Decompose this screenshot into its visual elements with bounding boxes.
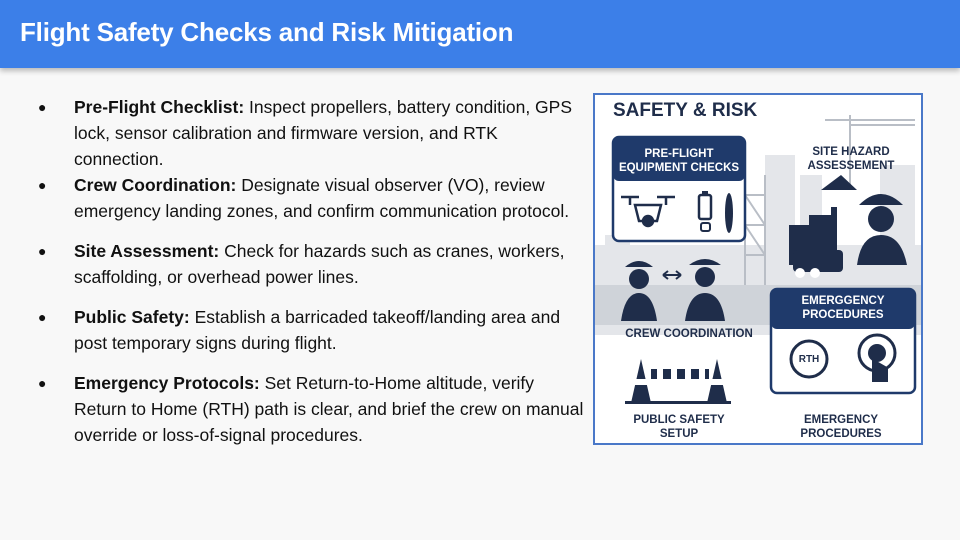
bullet-dot: ● xyxy=(38,99,47,115)
infographic-heading: SAFETY & RISK xyxy=(613,100,758,121)
preflight-line1: PRE-FLIGHT xyxy=(644,148,714,160)
crew-label: CREW COORDINATION xyxy=(625,328,753,340)
bullet-list xyxy=(34,94,584,448)
bullet-preflight xyxy=(34,94,584,172)
public-line1: PUBLIC SAFETY xyxy=(633,414,725,426)
safety-infographic xyxy=(593,93,923,445)
title-bar xyxy=(0,0,960,68)
bullet-label: Crew Coordination: xyxy=(74,175,237,195)
public-line2: SETUP xyxy=(659,428,699,440)
rth-text: RTH xyxy=(798,354,820,365)
bullet-site xyxy=(34,238,584,290)
public-safety-label xyxy=(619,413,739,441)
emergency-line2: PROCEDURES xyxy=(800,428,882,440)
bullet-dot: ● xyxy=(38,375,47,391)
bullet-text: Check for hazards such as cranes, workers, scaffolding, or overhead power lines. xyxy=(74,241,565,287)
barricade-icon xyxy=(625,359,731,404)
bullet-text: Establish a barricaded takeoff/landing area and post temporary signs during flight. xyxy=(74,307,561,353)
bullet-label: Emergency Protocols: xyxy=(74,373,260,393)
emergency-line1: EMERGENCY xyxy=(803,414,879,426)
bullet-public xyxy=(34,304,584,356)
emergency-label xyxy=(771,413,911,441)
preflight-label xyxy=(613,147,745,175)
propeller-icon xyxy=(725,193,733,233)
bullet-dot: ● xyxy=(38,243,47,259)
bullet-dot: ● xyxy=(38,177,47,193)
site-hazard-label xyxy=(781,145,921,173)
bullet-text: Set Return-to-Home altitude, verify Return to Home (RTH) path is clear, and brief the crew on manual override or loss-of-signal procedures. xyxy=(74,373,584,445)
bullet-emergency xyxy=(34,370,584,448)
emergency-box-line1: EMERGGENCY xyxy=(801,295,885,307)
bullet-text: Designate visual observer (VO), review emergency landing zones, and confirm communication protocol. xyxy=(74,175,570,221)
bullet-label: Site Assessment: xyxy=(74,241,220,261)
site-line2: ASSESSEMENT xyxy=(807,160,895,172)
emergency-box-label xyxy=(771,294,915,322)
slide-title: Flight Safety Checks and Risk Mitigation xyxy=(20,17,514,47)
bullet-label: Pre-Flight Checklist: xyxy=(74,97,245,117)
bullet-label: Public Safety: xyxy=(74,307,190,327)
bullet-crew xyxy=(34,172,584,224)
emergency-box-line2: PROCEDURES xyxy=(802,309,884,321)
bullet-text: Inspect propellers, battery condition, GPS lock, sensor calibration and firmware version, and RTK connection. xyxy=(74,97,572,169)
site-line1: SITE HAZARD xyxy=(812,146,890,158)
preflight-line2: EQUIPMENT CHECKS xyxy=(618,162,740,174)
bullet-dot: ● xyxy=(38,309,47,325)
